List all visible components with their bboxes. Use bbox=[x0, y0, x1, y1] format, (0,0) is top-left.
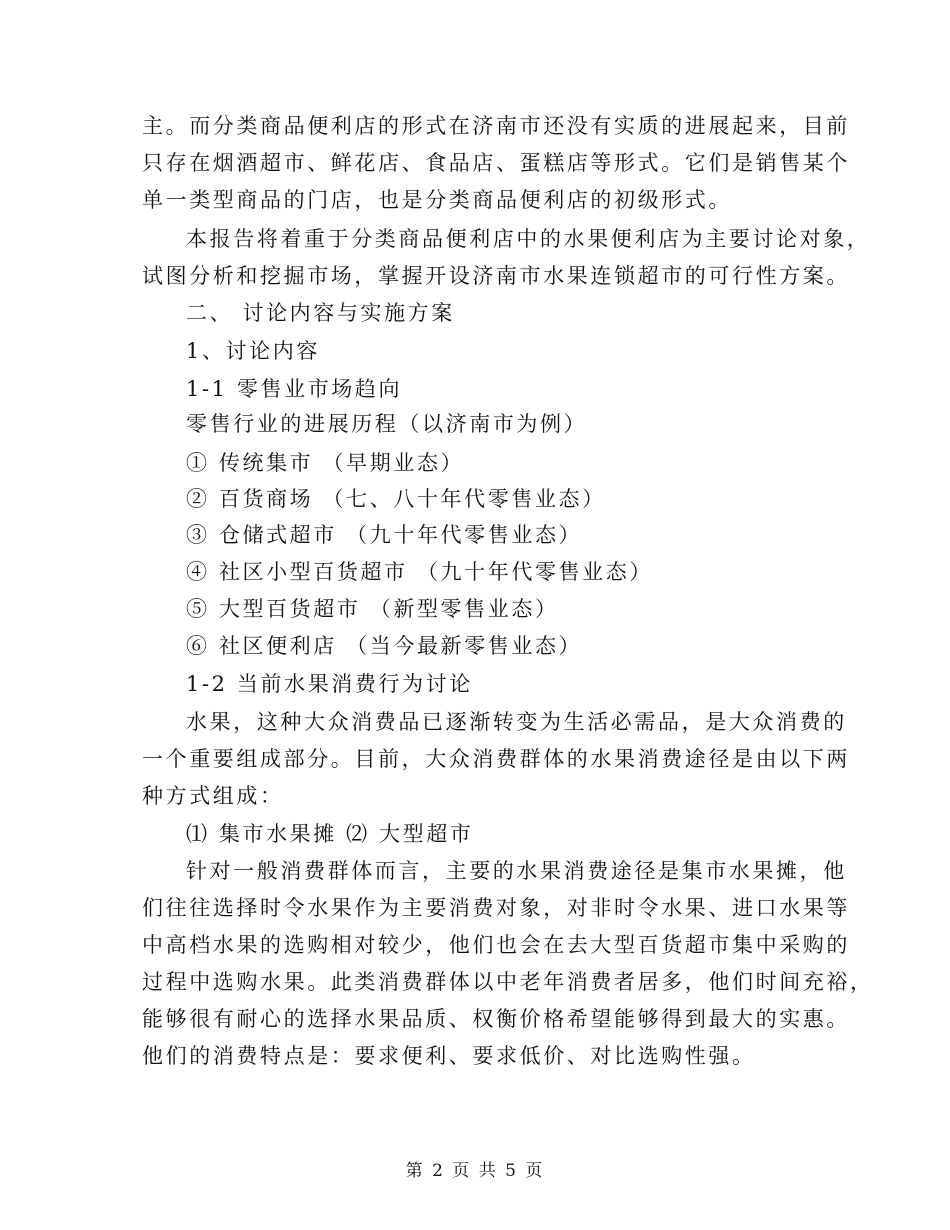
paragraph-line: 主。而分类商品便利店的形式在济南市还没有实质的进展起来，目前 bbox=[142, 114, 850, 138]
list-item: ⑴ 集市水果摊 ⑵ 大型超市 bbox=[186, 822, 474, 846]
list-item: ⑥ 社区便利店 （当今最新零售业态） bbox=[186, 634, 583, 658]
list-item: ④ 社区小型百货超市 （九十年代零售业态） bbox=[186, 560, 653, 584]
paragraph-line: 过程中选购水果。此类消费群体以中老年消费者居多，他们时间充裕， bbox=[142, 970, 874, 994]
paragraph-line: 他们的消费特点是：要求便利、要求低价、对比选购性强。 bbox=[142, 1044, 756, 1068]
subsection-heading: 1-2 当前水果消费行为讨论 bbox=[186, 672, 473, 696]
paragraph-line: 试图分析和挖掘市场，掌握开设济南市水果连锁超市的可行性方案。 bbox=[142, 264, 850, 288]
paragraph-line: 本报告将着重于分类商品便利店中的水果便利店为主要讨论对象， bbox=[186, 227, 871, 251]
list-item: ⑤ 大型百货超市 （新型零售业态） bbox=[186, 597, 559, 621]
paragraph-line: 只存在烟酒超市、鲜花店、食品店、蛋糕店等形式。它们是销售某个 bbox=[142, 151, 850, 175]
subsection-heading: 1、讨论内容 bbox=[186, 339, 320, 363]
list-title: 零售行业的进展历程（以济南市为例） bbox=[186, 412, 588, 436]
paragraph-line: 针对一般消费群体而言，主要的水果消费途径是集市水果摊，他 bbox=[186, 859, 847, 883]
paragraph-line: 单一类型商品的门店，也是分类商品便利店的初级形式。 bbox=[142, 188, 732, 212]
list-item: ① 传统集市 （早期业态） bbox=[186, 451, 465, 475]
paragraph-line: 们往往选择时令水果作为主要消费对象，对非时令水果、进口水果等 bbox=[142, 896, 850, 920]
list-item: ② 百货商场 （七、八十年代零售业态） bbox=[186, 487, 606, 511]
paragraph-line: 水果，这种大众消费品已逐渐转变为生活必需品，是大众消费的 bbox=[186, 710, 847, 734]
list-item: ③ 仓储式超市 （九十年代零售业态） bbox=[186, 523, 583, 547]
subsection-heading: 1-1 零售业市场趋向 bbox=[186, 377, 403, 401]
paragraph-line: 种方式组成： bbox=[142, 784, 284, 808]
paragraph-line: 能够很有耐心的选择水果品质、权衡价格希望能够得到最大的实惠。 bbox=[142, 1007, 850, 1031]
paragraph-line: 一个重要组成部分。目前，大众消费群体的水果消费途径是由以下两 bbox=[142, 747, 850, 771]
section-heading: 二、 讨论内容与实施方案 bbox=[186, 301, 455, 325]
paragraph-line: 中高档水果的选购相对较少，他们也会在去大型百货超市集中采购的 bbox=[142, 933, 850, 957]
page-number-footer: 第 2 页 共 5 页 bbox=[405, 1161, 545, 1181]
